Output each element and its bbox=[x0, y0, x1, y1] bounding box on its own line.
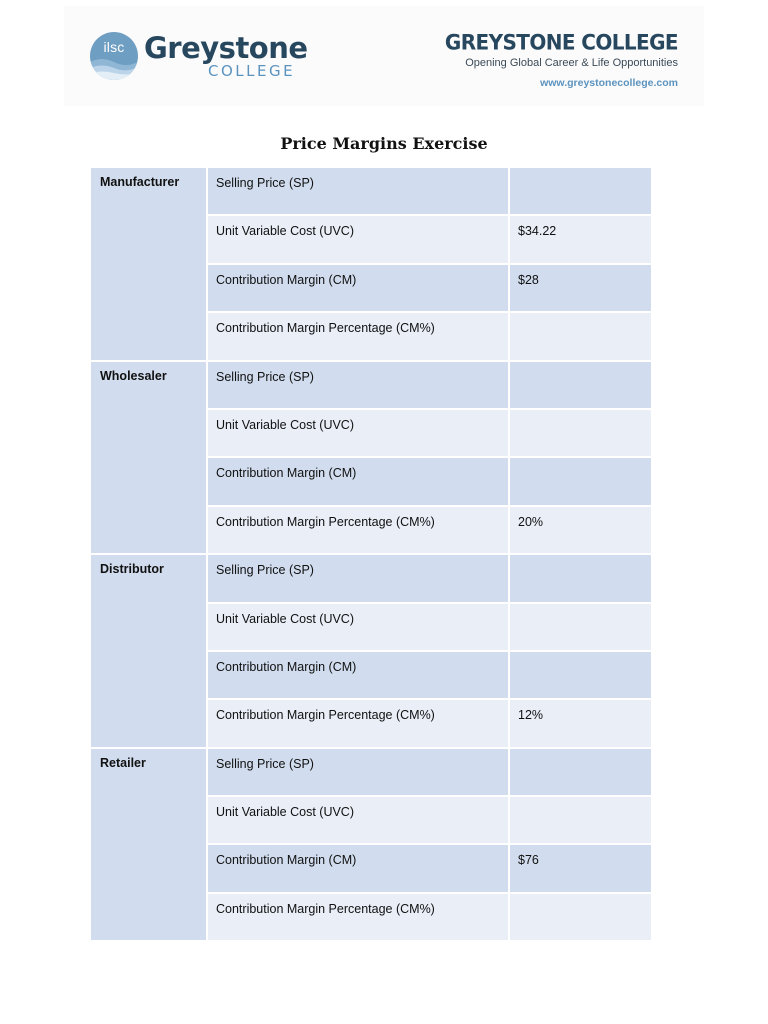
row-label: Selling Price (SP) bbox=[206, 168, 508, 216]
group-label-manufacturer: Manufacturer bbox=[91, 168, 206, 362]
row-label: Selling Price (SP) bbox=[206, 749, 508, 797]
logo-name: Greystone bbox=[144, 30, 308, 65]
row-value-cell[interactable] bbox=[508, 313, 651, 361]
row-label: Selling Price (SP) bbox=[206, 362, 508, 410]
page-title: Price Margins Exercise bbox=[280, 134, 488, 153]
row-value-cell[interactable] bbox=[508, 555, 651, 603]
row-label: Contribution Margin (CM) bbox=[206, 652, 508, 700]
row-value-cell[interactable] bbox=[508, 410, 651, 458]
brand-block bbox=[445, 31, 678, 89]
group-label-distributor: Distributor bbox=[91, 555, 206, 749]
row-value-cell[interactable]: $76 bbox=[508, 845, 651, 893]
row-label: Unit Variable Cost (UVC) bbox=[206, 216, 508, 264]
row-value-cell[interactable] bbox=[508, 894, 651, 942]
row-label: Contribution Margin Percentage (CM%) bbox=[206, 894, 508, 942]
brand-url[interactable]: www.greystonecollege.com bbox=[540, 77, 678, 89]
row-value-cell[interactable]: 20% bbox=[508, 507, 651, 555]
row-value-cell[interactable] bbox=[508, 797, 651, 845]
row-label: Contribution Margin (CM) bbox=[206, 265, 508, 313]
row-value-cell[interactable]: $34.22 bbox=[508, 216, 651, 264]
row-label: Contribution Margin (CM) bbox=[206, 458, 508, 506]
row-value-cell[interactable] bbox=[508, 749, 651, 797]
row-value-cell[interactable] bbox=[508, 168, 651, 216]
logo-sub: COLLEGE bbox=[208, 61, 296, 80]
row-label: Selling Price (SP) bbox=[206, 555, 508, 603]
brand-name: GREYSTONE COLLEGE bbox=[444, 29, 678, 55]
row-label: Unit Variable Cost (UVC) bbox=[206, 797, 508, 845]
row-label: Unit Variable Cost (UVC) bbox=[206, 410, 508, 458]
greystone-logo bbox=[90, 32, 308, 80]
row-value-cell[interactable] bbox=[508, 652, 651, 700]
group-label-retailer: Retailer bbox=[91, 749, 206, 943]
row-value-cell[interactable] bbox=[508, 362, 651, 410]
row-value-cell[interactable]: $28 bbox=[508, 265, 651, 313]
row-label: Unit Variable Cost (UVC) bbox=[206, 604, 508, 652]
row-label: Contribution Margin Percentage (CM%) bbox=[206, 700, 508, 748]
row-label: Contribution Margin Percentage (CM%) bbox=[206, 313, 508, 361]
ilsc-badge-text: ilsc bbox=[103, 39, 125, 55]
brand-tagline: Opening Global Career & Life Opportunities bbox=[465, 57, 678, 69]
row-value-cell[interactable] bbox=[508, 604, 651, 652]
row-label: Contribution Margin (CM) bbox=[206, 845, 508, 893]
row-value-cell[interactable] bbox=[508, 458, 651, 506]
price-margins-table bbox=[91, 168, 651, 942]
row-label: Contribution Margin Percentage (CM%) bbox=[206, 507, 508, 555]
row-value-cell[interactable]: 12% bbox=[508, 700, 651, 748]
group-label-wholesaler: Wholesaler bbox=[91, 362, 206, 556]
ilsc-badge-icon bbox=[90, 32, 138, 80]
